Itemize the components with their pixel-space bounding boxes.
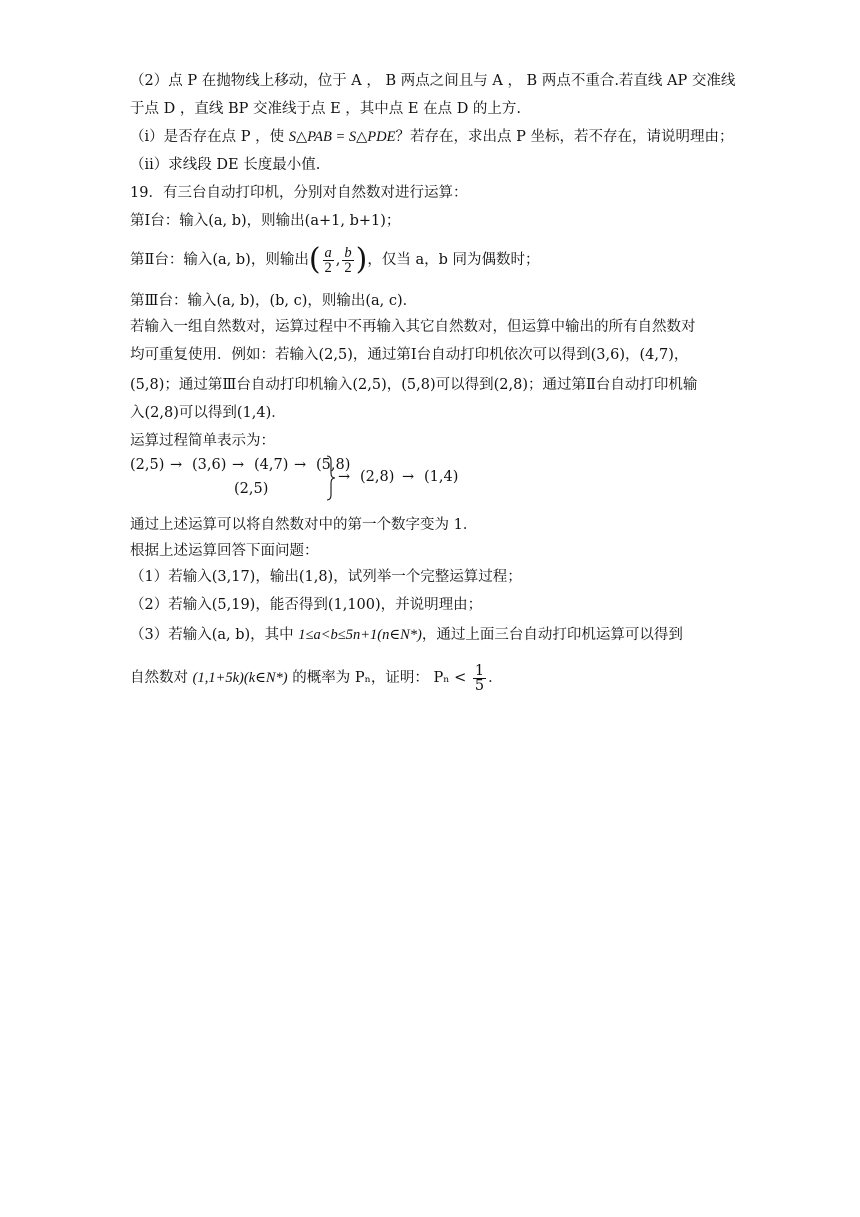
q19-machine-2: 第Ⅱ台：输入(a, b)，则输出( $\frac{a}{2}$ , $\frac{b}{2}$ )，仅当 a，b 同为偶数时； — [130, 242, 540, 277]
q18-part2-intro-line2: 于点 D ，直线 BP 交准线于点 E ，其中点 E 在点 D 的上方. — [130, 101, 522, 117]
arrow-icon: → — [402, 469, 415, 485]
q19-question-3-line1 — [130, 624, 683, 646]
q19-para-line4: 入(2,8)可以得到(1,4)． — [130, 405, 286, 421]
q19-title: 19．有三台自动打印机，分别对自然数对进行运算： — [130, 185, 468, 201]
left-paren-icon: ( — [308, 242, 321, 277]
q3-condition-formula: 1≤a<b≤5n+1(n∈N*) — [298, 627, 422, 643]
q19-machine-3: 第Ⅲ台：输入(a, b)，(b, c)，则输出(a, c)． — [130, 293, 418, 309]
q19-question-3-line2 — [130, 660, 503, 696]
q19-question-1: （1）若输入(3,17)，输出(1,8)，试列举一个完整运算过程； — [130, 569, 522, 585]
q19-machine-2-post: ，仅当 a，b 同为偶数时； — [367, 252, 540, 268]
operation-chain-diagram — [130, 455, 470, 507]
right-brace-icon — [326, 455, 336, 501]
chain-pair-3-6: (3,6) — [192, 457, 227, 473]
fraction-numerator: 1 — [474, 662, 485, 679]
q19-para-line1: 若输入一组自然数对，运算过程中不再输入其它自然数对，但运算中输出的所有自然数对 — [130, 319, 696, 335]
q19-question-2: （2）若输入(5,19)，能否得到(1,100)，并说明理由； — [130, 597, 483, 613]
chain-pair-4-7: (4,7) — [254, 457, 289, 473]
q18-part2-intro-line1: （2）点 P 在抛物线上移动，位于 A ， B 两点之间且与 A ， B 两点不重合.若直线 AP 交准线 — [130, 73, 736, 89]
right-paren-icon: ) — [355, 242, 368, 277]
chain-pair-2-5: (2,5) — [130, 457, 165, 473]
q19-para-line2: 均可重复使用．例如：若输入(2,5)，通过第Ⅰ台自动打印机依次可以得到(3,6)，(4,7)， — [130, 347, 689, 363]
q18-sub-i-formula: S△PAB = S△PDE — [288, 129, 396, 145]
q18-sub-i — [130, 126, 733, 148]
q3-pair-formula: (1,1+5k)(k∈N*) — [192, 670, 288, 686]
q18-sub-i-pre: （i）是否存在点 P ，使 — [130, 129, 289, 145]
chain-pair-1-4: (1,4) — [424, 469, 459, 485]
q19-machine-2-pre: 第Ⅱ台：输入(a, b)，则输出 — [130, 252, 309, 268]
q18-sub-i-post: ？若存在，求出点 P 坐标，若不存在，请说明理由； — [395, 129, 734, 145]
fraction-denominator: 2 — [324, 259, 332, 276]
fraction-b-over-2 — [342, 246, 353, 275]
chain-pair-2-5-second: (2,5) — [234, 481, 269, 497]
fraction-denominator: 5 — [474, 677, 485, 694]
fraction-one-fifth — [473, 664, 486, 693]
q19-machine-1: 第Ⅰ台：输入(a, b)，则输出(a+1, b+1)； — [130, 213, 401, 229]
q19-para-line3: (5,8)；通过第Ⅲ台自动打印机输入(2,5)，(5,8)可以得到(2,8)；通过第Ⅱ台自动打印机输 — [130, 377, 698, 393]
q18-sub-ii: （ii）求线段 DE 长度最小值. — [130, 157, 321, 173]
chain-pair-2-8: (2,8) — [360, 469, 395, 485]
q3-post: ，通过上面三台自动打印机运算可以得到 — [421, 627, 683, 643]
q19-note: 通过上述运算可以将自然数对中的第一个数字变为 1． — [130, 517, 478, 533]
fraction-denominator: 2 — [344, 259, 352, 276]
arrow-icon: → — [170, 457, 183, 473]
q3-l2-end: ． — [488, 670, 503, 686]
chain-caption: 运算过程简单表示为： — [130, 433, 275, 449]
arrow-icon: → — [232, 457, 245, 473]
chain-pair-5-8: (5,8) — [316, 457, 351, 473]
fraction-numerator: a — [324, 244, 332, 261]
q3-pre: （3）若输入(a, b)，其中 — [130, 627, 299, 643]
arrow-icon: → — [338, 469, 351, 485]
fraction-numerator: b — [344, 244, 352, 261]
q3-l2-pre: 自然数对 — [130, 670, 193, 686]
arrow-icon: → — [294, 457, 307, 473]
q19-prompt: 根据上述运算回答下面问题： — [130, 543, 319, 559]
q3-l2-mid: 的概率为 Pₙ，证明： Pₙ < — [287, 670, 471, 686]
fraction-a-over-2 — [323, 246, 334, 275]
